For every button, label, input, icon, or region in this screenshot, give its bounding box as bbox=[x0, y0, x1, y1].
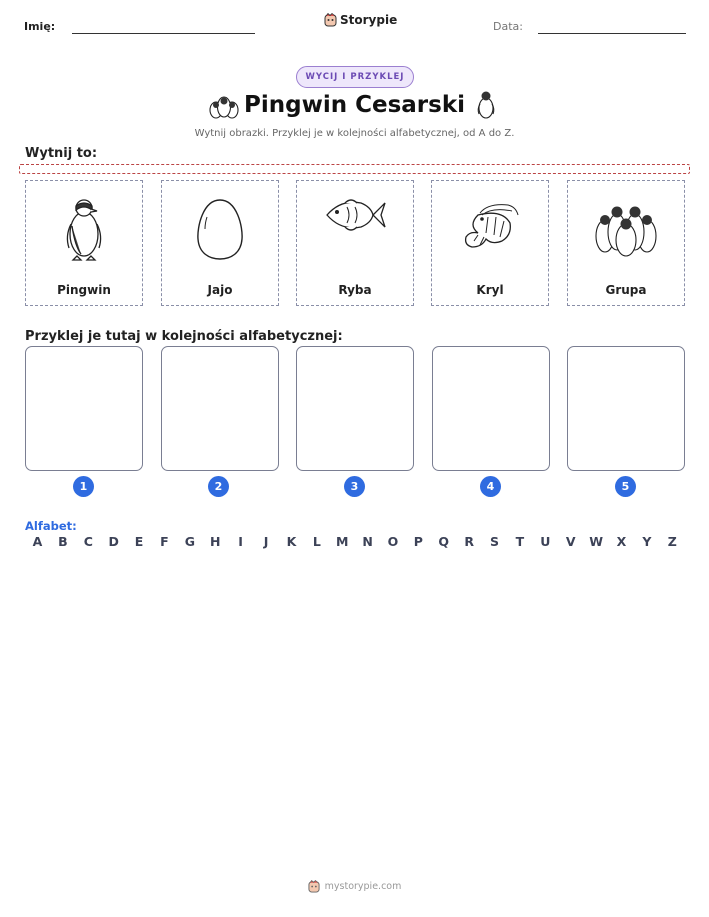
brand-name: Storypie bbox=[340, 13, 398, 27]
alphabet-letter: N bbox=[362, 534, 373, 549]
alphabet-letter: R bbox=[464, 534, 474, 549]
activity-badge: WYCIJ I PRZYKLEJ bbox=[296, 66, 414, 88]
paste-slot-3[interactable] bbox=[296, 346, 414, 471]
alphabet-letter: Q bbox=[438, 534, 450, 549]
penguin-group-icon bbox=[593, 198, 659, 260]
alphabet-letter: W bbox=[589, 534, 603, 549]
card-label: Pingwin bbox=[57, 283, 111, 297]
alphabet-letter: U bbox=[540, 534, 551, 549]
alphabet-letter: K bbox=[286, 534, 297, 549]
alphabet-letter: T bbox=[515, 534, 525, 549]
paste-slot-5[interactable] bbox=[567, 346, 685, 471]
alphabet-letter: H bbox=[210, 534, 221, 549]
card-label: Jajo bbox=[207, 283, 233, 297]
paste-slot-4[interactable] bbox=[432, 346, 550, 471]
alphabet-letter: J bbox=[263, 534, 269, 549]
alphabet-letter: X bbox=[616, 534, 627, 549]
footer-url: mystorypie.com bbox=[324, 881, 402, 892]
penguin-icon bbox=[61, 196, 107, 262]
paste-slot-2[interactable] bbox=[161, 346, 279, 471]
alphabet-letter: G bbox=[184, 534, 195, 549]
date-line[interactable] bbox=[538, 33, 686, 34]
cut-line bbox=[19, 164, 690, 174]
card-ryba[interactable] bbox=[296, 180, 414, 306]
storypie-mascot-icon bbox=[324, 13, 337, 27]
slot-number: 4 bbox=[480, 476, 501, 497]
alphabet-letter: Z bbox=[667, 534, 677, 549]
card-label: Kryl bbox=[476, 283, 504, 297]
alphabet-letter: L bbox=[312, 534, 321, 549]
alphabet-letter: V bbox=[565, 534, 576, 549]
slot-number: 1 bbox=[73, 476, 94, 497]
paste-heading: Przyklej je tutaj w kolejności alfabetycznej: bbox=[25, 329, 343, 344]
alphabet-title: Alfabet: bbox=[25, 519, 77, 533]
name-line[interactable] bbox=[72, 33, 255, 34]
storypie-mascot-icon bbox=[308, 880, 320, 893]
card-label: Ryba bbox=[338, 283, 372, 297]
alphabet-letter: C bbox=[83, 534, 93, 549]
slot-number: 5 bbox=[615, 476, 636, 497]
alphabet-letter: P bbox=[413, 534, 423, 549]
card-grupa[interactable] bbox=[567, 180, 685, 306]
card-jajo[interactable] bbox=[161, 180, 279, 306]
alphabet-letter: A bbox=[32, 534, 43, 549]
page-title: Pingwin Cesarski bbox=[244, 92, 465, 118]
alphabet-letter: F bbox=[160, 534, 169, 549]
alphabet-letter: D bbox=[108, 534, 119, 549]
egg-icon bbox=[195, 197, 245, 261]
brand-logo bbox=[324, 13, 397, 27]
alphabet-row bbox=[25, 534, 685, 549]
card-label: Grupa bbox=[605, 283, 647, 297]
name-label: Imię: bbox=[24, 20, 56, 33]
penguin-icon bbox=[476, 90, 496, 120]
paste-slot-1[interactable] bbox=[25, 346, 143, 471]
alphabet-letter: S bbox=[490, 534, 500, 549]
date-label: Data: bbox=[493, 20, 523, 33]
alphabet-letter: O bbox=[387, 534, 399, 549]
alphabet-letter: I bbox=[238, 534, 243, 549]
alphabet-letter: E bbox=[134, 534, 144, 549]
alphabet-letter: Y bbox=[642, 534, 652, 549]
alphabet-letter: M bbox=[335, 534, 349, 549]
slot-number: 3 bbox=[344, 476, 365, 497]
cut-heading: Wytnij to: bbox=[25, 146, 98, 161]
card-pingwin[interactable] bbox=[25, 180, 143, 306]
alphabet-letter: B bbox=[58, 534, 68, 549]
fish-icon bbox=[323, 195, 387, 235]
slot-number: 2 bbox=[208, 476, 229, 497]
shrimp-icon bbox=[458, 201, 522, 257]
footer bbox=[0, 880, 709, 893]
instructions: Wytnij obrazki. Przyklej je w kolejności alfabetycznej, od A do Z. bbox=[194, 128, 515, 139]
card-kryl[interactable] bbox=[431, 180, 549, 306]
